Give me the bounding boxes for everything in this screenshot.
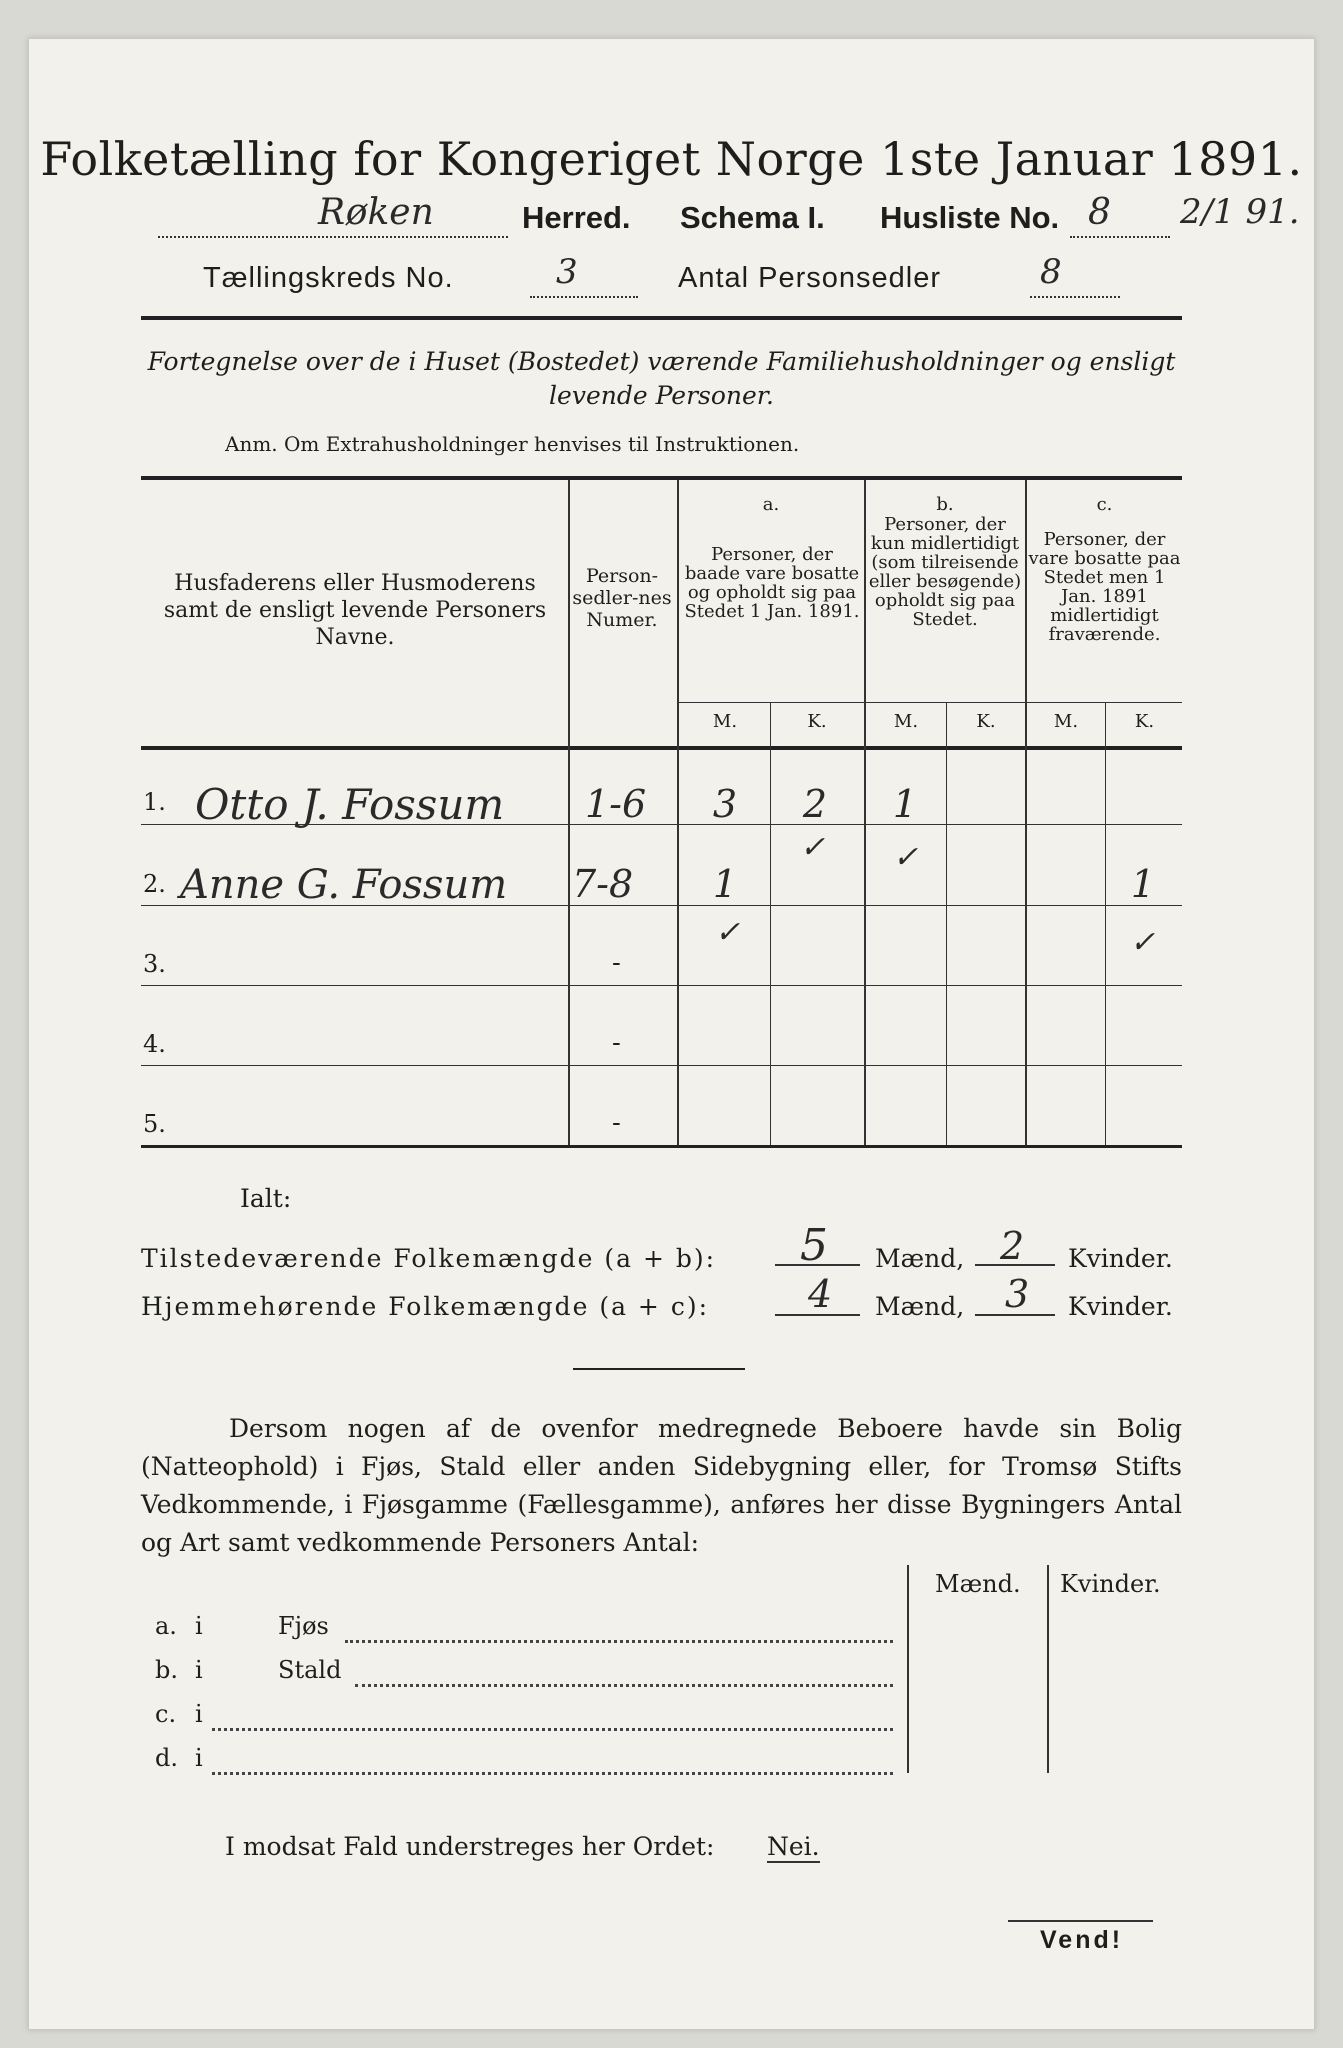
hjem-k-value: 3 — [1005, 1272, 1030, 1316]
sedler-numer: - — [612, 948, 621, 978]
check-mark-icon: ✓ — [800, 830, 826, 865]
col-b-header: Personer, der kun midlertidigt (som tilreisende eller besøgende) opholdt sig paa Stedet. — [868, 514, 1022, 630]
instruction-paragraph: Dersom nogen af de ovenfor medregnede Beboere havde sin Bolig (Natteophold) i Fjøs, Stald eller anden Sidebygning eller, for Tromsø Stifts Vedkommende, i Fjøsgamme (Fællesgamme), anføres her disse Bygningers Antal og Art samt vedkommende Personers Antal: — [141, 1414, 1182, 1557]
kvinder-label: Kvinder. — [1068, 1292, 1173, 1321]
sedler-value: 8 — [1040, 252, 1062, 292]
col-c-letter: c. — [1096, 494, 1113, 515]
row-number: 5. — [143, 1110, 166, 1138]
col-header-numer: Person-sedler-nes Numer. — [572, 565, 672, 631]
building-label: Stald — [278, 1656, 342, 1684]
building-letter: b. — [155, 1656, 178, 1684]
a-m-label: M. — [712, 711, 738, 732]
table-bottom-rule — [141, 1145, 1182, 1148]
husliste-field — [1070, 192, 1170, 238]
tilst-label: Tilstedeværende Folkemængde (a + b): — [141, 1244, 717, 1273]
row-number: 3. — [143, 950, 166, 978]
kvinder-label: Kvinder. — [1068, 1244, 1173, 1273]
check-mark-icon: ✓ — [893, 840, 919, 875]
building-i: i — [195, 1612, 203, 1640]
row-number: 4. — [143, 1030, 166, 1058]
a-m-value: 1 — [712, 862, 738, 906]
herred-label: Herred. — [522, 200, 631, 235]
row-number: 1. — [143, 788, 166, 816]
building-col-divider — [1047, 1565, 1049, 1773]
sedler-numer: 1-6 — [585, 782, 647, 826]
a-m-value: 3 — [712, 782, 738, 826]
building-dotted-line — [212, 1728, 893, 1731]
sedler-numer: - — [612, 1028, 621, 1058]
vend-rule — [1008, 1920, 1153, 1922]
husliste-value: 8 — [1088, 192, 1111, 233]
modsat-text: I modsat Fald understreges her Ordet: — [225, 1832, 715, 1861]
subtitle: Fortegnelse over de i Huset (Bostedet) værende Familiehusholdninger og ensligt levende Personer. — [147, 347, 1176, 410]
sedler-field — [1030, 252, 1120, 298]
mk-divider — [679, 702, 1182, 703]
building-letter: a. — [155, 1612, 177, 1640]
col-divider — [770, 703, 771, 1145]
section-divider — [573, 1368, 745, 1370]
building-kvinder-header: Kvinder. — [1060, 1570, 1161, 1598]
col-divider — [677, 480, 679, 1145]
kreds-label: Tællingskreds No. — [203, 262, 454, 294]
maend-label: Mænd, — [875, 1244, 965, 1273]
c-k-value: 1 — [1130, 862, 1156, 906]
check-mark-icon: ✓ — [715, 915, 741, 950]
building-i: i — [195, 1744, 203, 1772]
husliste-label: Husliste No. — [880, 200, 1060, 235]
col-c-header: Personer, der vare bosatte paa Stedet men 1 Jan. 1891 midlertidigt fraværende. — [1028, 529, 1181, 645]
row-number: 2. — [143, 870, 166, 898]
row-line — [141, 985, 1182, 986]
herred-value: Røken — [318, 192, 434, 233]
b-m-label: M. — [893, 711, 919, 732]
ialt-label: Ialt: — [240, 1184, 292, 1213]
census-form-sheet — [28, 38, 1315, 2030]
col-a-letter: a. — [762, 494, 780, 515]
b-m-value: 1 — [892, 782, 918, 826]
maend-label: Mænd, — [875, 1292, 965, 1321]
hjem-label: Hjemmehørende Folkemængde (a + c): — [141, 1292, 709, 1321]
c-m-label: M. — [1053, 711, 1079, 732]
form-title: Folketælling for Kongeriget Norge 1ste Januar 1891. — [40, 132, 1303, 186]
building-i: i — [195, 1656, 203, 1684]
nei-word: Nei. — [767, 1832, 820, 1861]
building-letter: d. — [155, 1744, 178, 1772]
header-divider — [141, 316, 1182, 320]
schema-label: Schema I. — [680, 200, 825, 235]
sedler-label: Antal Personsedler — [678, 262, 942, 294]
kreds-field — [530, 252, 638, 298]
a-k-label: K. — [807, 711, 827, 732]
row-line — [141, 1065, 1182, 1066]
tilst-m-value: 5 — [800, 1220, 828, 1271]
hjem-m-value: 4 — [808, 1272, 833, 1316]
building-letter: c. — [155, 1700, 177, 1728]
col-header-names: Husfaderens eller Husmoderens samt de ensligt levende Personers Navne. — [163, 571, 547, 650]
building-i: i — [195, 1700, 203, 1728]
tilst-k-value: 2 — [1000, 1224, 1025, 1268]
vend-label: Vend! — [1040, 1926, 1124, 1954]
col-divider — [946, 703, 947, 1145]
person-name: Anne G. Fossum — [180, 862, 508, 908]
building-dotted-line — [345, 1640, 893, 1643]
col-divider — [568, 480, 570, 1145]
b-k-label: K. — [976, 711, 996, 732]
sedler-numer: 7-8 — [572, 862, 634, 906]
building-label: Fjøs — [278, 1612, 329, 1640]
kreds-value: 3 — [556, 252, 578, 292]
building-col-divider — [907, 1565, 909, 1773]
husliste-date-note: 2/1 91. — [1180, 192, 1300, 232]
check-mark-icon: ✓ — [1130, 925, 1156, 960]
building-maend-header: Mænd. — [935, 1570, 1021, 1598]
col-divider — [1105, 703, 1106, 1145]
building-dotted-line — [212, 1772, 893, 1775]
c-k-label: K. — [1134, 711, 1155, 732]
anm-note: Anm. Om Extrahusholdninger henvises til Instruktionen. — [225, 432, 800, 456]
col-a-header: Personer, der baade vare bosatte og opholdt sig paa Stedet 1 Jan. 1891. — [684, 544, 860, 622]
building-dotted-line — [355, 1684, 893, 1687]
a-k-value: 2 — [802, 782, 828, 826]
herred-field — [158, 192, 508, 238]
col-b-letter: b. — [936, 494, 954, 515]
person-name: Otto J. Fossum — [195, 780, 505, 829]
sedler-numer: - — [612, 1108, 621, 1138]
